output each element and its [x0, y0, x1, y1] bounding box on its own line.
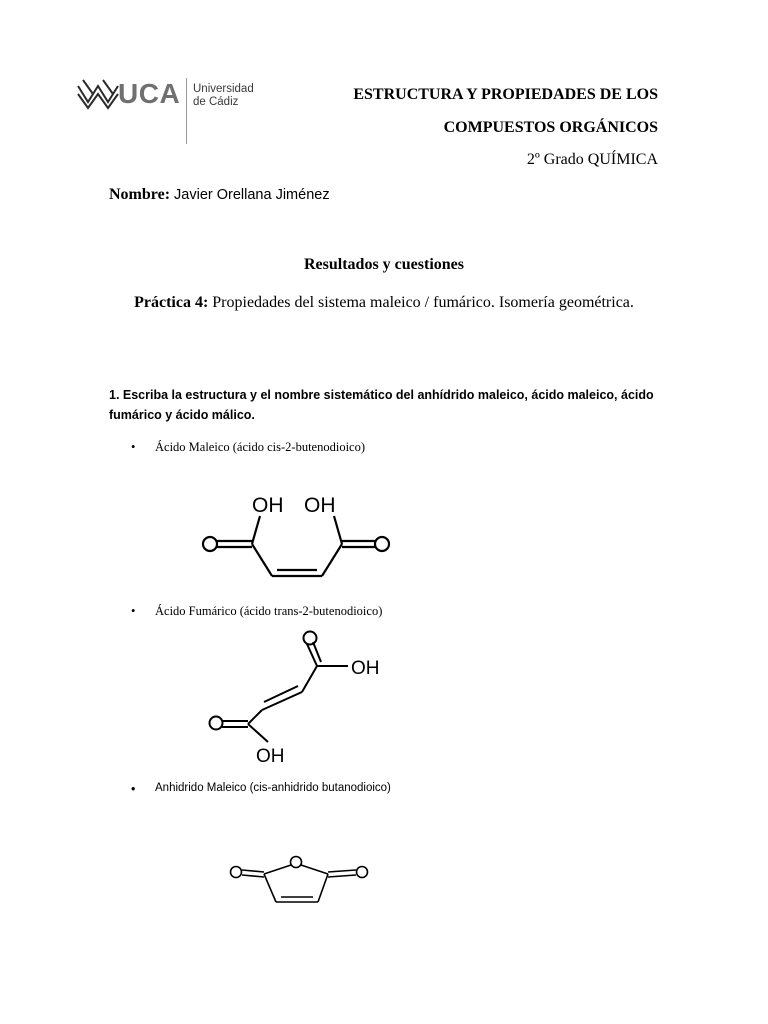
practice-title: Propiedades del sistema maleico / fumárico. Isomería geométrica.	[212, 294, 634, 311]
course-title-line2: COMPUESTOS ORGÁNICOS	[443, 119, 658, 136]
question-1: 1. Escriba la estructura y el nombre sistemático del anhídrido maleico, ácido maleico, ácido fumárico y ácido málico.	[109, 388, 654, 422]
compound-label: Ácido Fumárico (ácido trans-2-butenodioico)	[155, 604, 383, 618]
compound-label: Ácido Maleico (ácido cis-2-butenodioico)	[155, 440, 365, 454]
uca-wordmark: UCA	[118, 78, 181, 109]
oh-label: OH	[256, 746, 285, 767]
bullet-icon: •	[131, 782, 136, 796]
maleic-acid-structure	[196, 474, 400, 588]
bullet-icon: •	[131, 440, 136, 454]
student-name-label: Nombre:	[109, 186, 171, 203]
student-name-row	[109, 186, 330, 204]
practice-heading	[120, 291, 648, 315]
section-title: Resultados y cuestiones	[303, 256, 464, 273]
university-name-line1: Universidad	[193, 83, 254, 95]
oh-label: OH	[304, 494, 336, 517]
compound-label: Anhidrido Maleico (cis-anhidrido butanodioico)	[155, 782, 391, 794]
maleic-anhydride-structure	[224, 852, 384, 908]
university-name-line2: de Cádiz	[193, 96, 239, 108]
practice-label: Práctica 4:	[134, 294, 209, 311]
degree-label: 2º Grado QUÍMICA	[526, 151, 658, 168]
bullet-icon: •	[131, 604, 136, 618]
course-title-line1: ESTRUCTURA Y PROPIEDADES DE LOS	[353, 86, 658, 103]
oh-label: OH	[351, 658, 380, 679]
university-logo-icon	[74, 76, 122, 116]
fumaric-acid-structure	[206, 626, 402, 768]
student-name-value: Javier Orellana Jiménez	[174, 187, 330, 203]
logo-divider	[186, 78, 187, 144]
oh-label: OH	[252, 494, 284, 517]
